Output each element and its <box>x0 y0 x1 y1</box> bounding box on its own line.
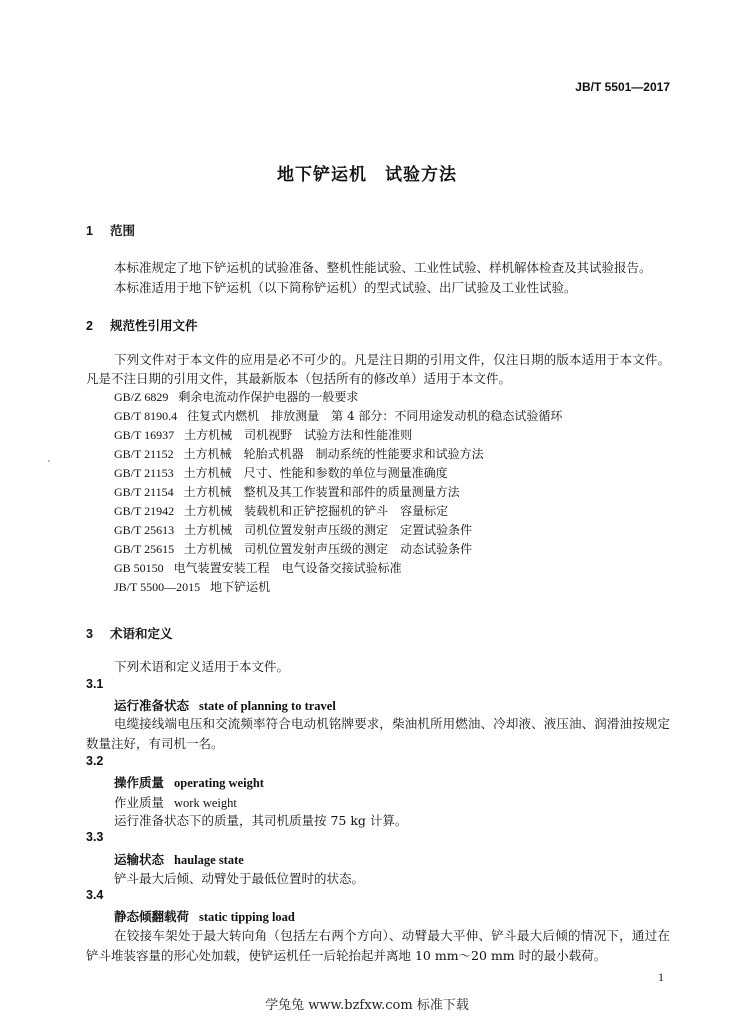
reference-item <box>114 540 472 557</box>
reference-code: GB/T 21152 <box>114 447 174 461</box>
reference-code: GB/T 21942 <box>114 504 175 518</box>
section-title: 规范性引用文件 <box>110 318 198 333</box>
reference-item <box>114 388 358 405</box>
reference-code: GB/T 21153 <box>114 466 174 480</box>
reference-title: 剩余电流动作保护电器的一般要求 <box>178 390 359 404</box>
section-2-intro: 下列文件对于本文件的应用是必不可少的。凡是注日期的引用文件，仅注日期的版本适用于本文件。凡是不注日期的引用文件，其最新版本（包括所有的修改单）适用于本文件。 <box>86 352 670 386</box>
term-definition: 电缆接线端电压和交流频率符合电动机铭牌要求，柴油机所用燃油、冷却液、液压油、润滑油按规定数量注好，有司机一名。 <box>86 716 670 751</box>
section-number: 1 <box>86 224 93 238</box>
section-number: 2 <box>86 319 93 333</box>
reference-item <box>114 521 472 538</box>
term-heading <box>114 907 295 925</box>
reference-title: 往复式内燃机 排放测量 第 4 部分：不同用途发动机的稳态试验循环 <box>187 409 563 423</box>
section-3-heading <box>86 624 173 642</box>
reference-code: GB/T 8190.4 <box>114 409 178 423</box>
reference-title: 地下铲运机 <box>210 580 271 594</box>
section-number: 3 <box>86 627 93 641</box>
reference-code: GB 50150 <box>114 561 164 575</box>
reference-code: GB/T 21154 <box>114 485 174 499</box>
term-zh: 运输状态 <box>114 852 165 867</box>
page-number: 1 <box>658 970 664 984</box>
term-number: 3.2 <box>86 754 104 768</box>
reference-code: GB/T 16937 <box>114 428 175 442</box>
section-1-paragraph-1: 本标准规定了地下铲运机的试验准备、整机性能试验、工业性试验、样机解体检查及其试验报告。 <box>114 260 652 275</box>
reference-item <box>114 407 562 424</box>
section-2-heading <box>86 316 198 334</box>
section-1-paragraph-2: 本标准适用于地下铲运机（以下简称铲运机）的型式试验、出厂试验及工业性试验。 <box>114 280 577 295</box>
term-number: 3.3 <box>86 830 104 844</box>
term-en: static tipping load <box>199 910 295 924</box>
term-heading <box>114 773 264 791</box>
standard-code: JB/T 5501—2017 <box>575 80 670 94</box>
term-zh: 操作质量 <box>114 775 165 790</box>
term-alt-en: work weight <box>174 796 237 810</box>
term-en: operating weight <box>174 776 264 790</box>
term-heading <box>114 696 336 714</box>
reference-item <box>114 559 402 576</box>
reference-item <box>114 483 460 500</box>
reference-title: 土方机械 轮胎式机器 制动系统的性能要求和试验方法 <box>183 447 484 461</box>
term-zh: 运行准备状态 <box>114 698 190 713</box>
reference-code: GB/T 25613 <box>114 523 175 537</box>
term-number: 3.1 <box>86 677 104 691</box>
term-zh: 静态倾翻载荷 <box>114 909 190 924</box>
section-3-intro: 下列术语和定义适用于本文件。 <box>114 659 290 674</box>
term-definition: 铲斗最大后倾、动臂处于最低位置时的状态。 <box>114 871 365 886</box>
reference-item <box>114 464 448 481</box>
reference-item <box>114 502 448 519</box>
term-en: haulage state <box>174 853 244 867</box>
term-en: state of planning to travel <box>199 699 336 713</box>
term-number: 3.4 <box>86 888 104 902</box>
reference-code: GB/T 25615 <box>114 542 175 556</box>
term-definition: 运行准备状态下的质量，其司机质量按 75 kg 计算。 <box>114 813 408 828</box>
reference-title: 土方机械 司机位置发射声压级的测定 动态试验条件 <box>184 542 473 556</box>
term-alt-zh: 作业质量 <box>114 795 165 810</box>
section-title: 术语和定义 <box>110 626 173 641</box>
reference-title: 土方机械 司机位置发射声压级的测定 定置试验条件 <box>184 523 473 537</box>
reference-title: 土方机械 整机及其工作装置和部件的质量测量方法 <box>183 485 460 499</box>
reference-code: JB/T 5500—2015 <box>114 580 201 594</box>
section-title: 范围 <box>110 223 136 238</box>
reference-title: 土方机械 装载机和正铲挖掘机的铲斗 容量标定 <box>184 504 449 518</box>
scan-speck <box>48 460 50 462</box>
term-heading <box>114 850 244 868</box>
reference-item <box>114 426 412 443</box>
reference-code: GB/Z 6829 <box>114 390 169 404</box>
term-alternate <box>114 793 237 811</box>
reference-item <box>114 578 270 595</box>
reference-title: 土方机械 尺寸、性能和参数的单位与测量准确度 <box>183 466 448 480</box>
reference-title: 土方机械 司机视野 试验方法和性能准则 <box>184 428 413 442</box>
term-definition: 在铰接车架处于最大转向角（包括左右两个方向）、动臂最大平伸、铲斗最大后倾的情况下，通过在铲斗堆装容量的形心处加载，使铲运机任一后轮抬起并离地 10 mm～20 mm 时的最小载荷。 <box>86 928 670 963</box>
site-footer: 学兔兔 www.bzfxw.com 标准下载 <box>265 998 469 1013</box>
reference-title: 电气装置安装工程 电气设备交接试验标准 <box>173 561 402 575</box>
reference-item <box>114 445 484 462</box>
document-title: 地下铲运机 试验方法 <box>277 165 457 185</box>
section-1-heading <box>86 221 135 239</box>
